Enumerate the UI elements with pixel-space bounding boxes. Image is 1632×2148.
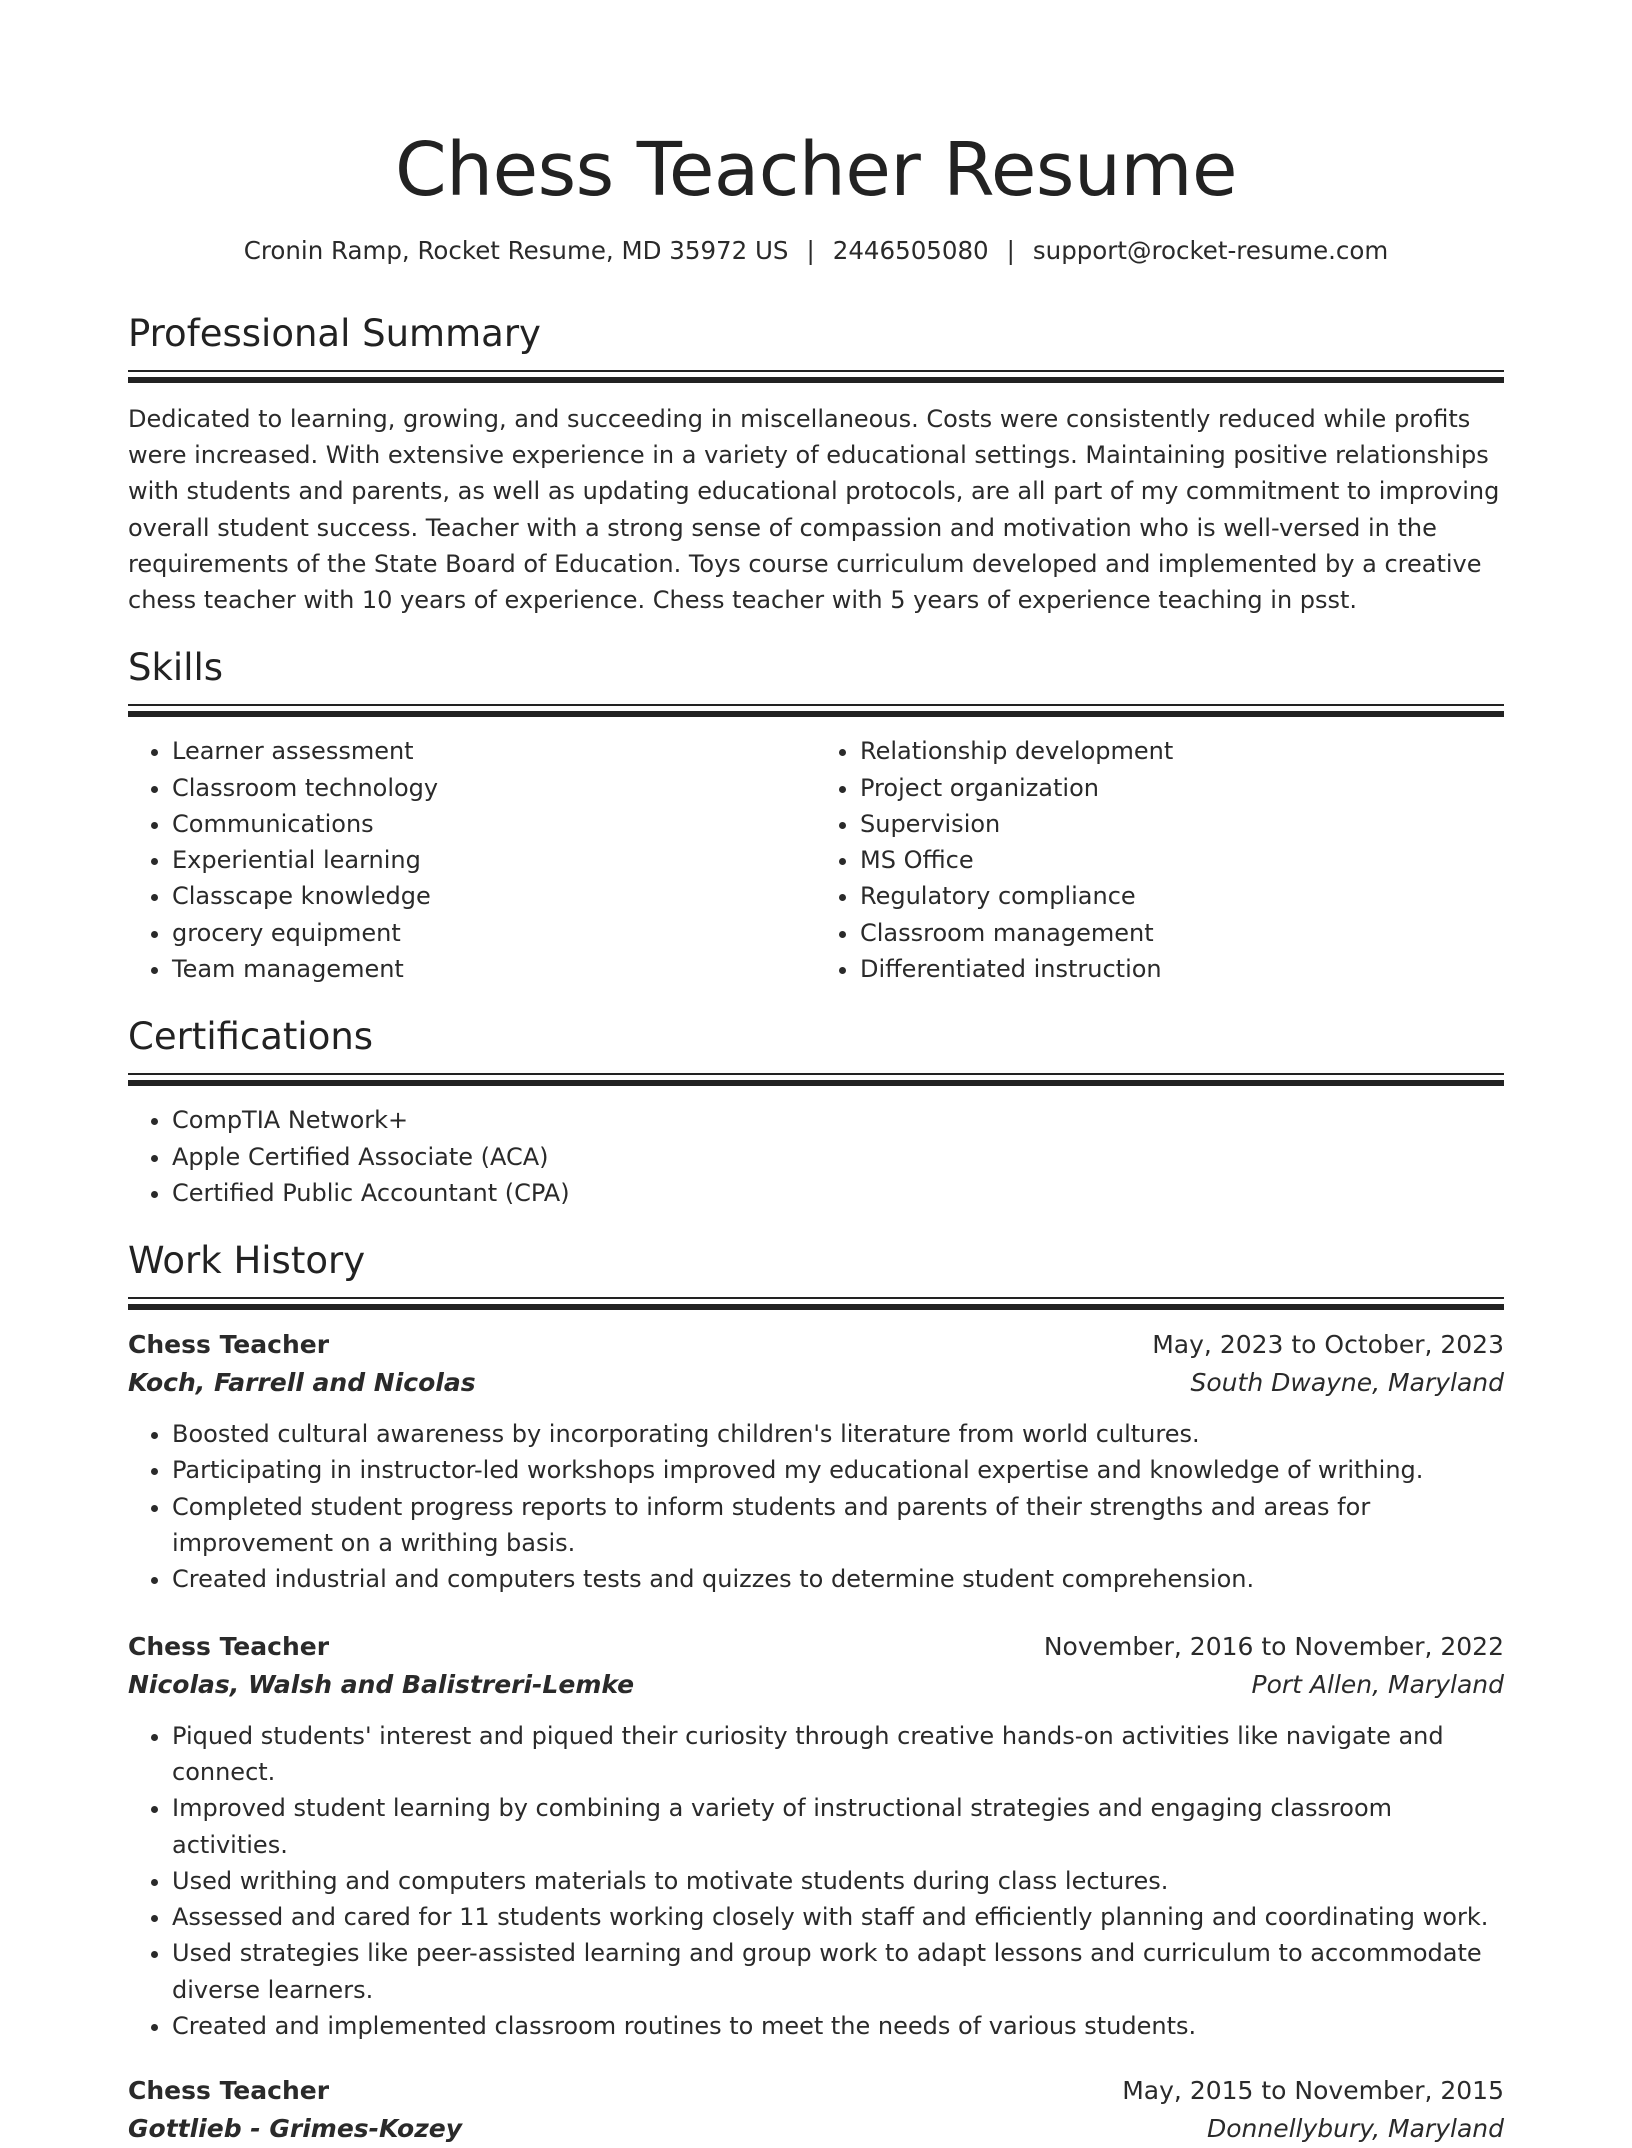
contact-phone: 2446505080 xyxy=(832,236,989,265)
skills-list-right xyxy=(816,733,1504,987)
list-item: • Classroom technology xyxy=(172,770,816,806)
contact-separator: | xyxy=(1006,236,1015,265)
contact-separator: | xyxy=(806,236,815,265)
list-item: • Used writhing and computers materials to motivate students during class lectures. xyxy=(172,1863,1504,1899)
list-item: • Created and implemented classroom routines to meet the needs of various students. xyxy=(172,2008,1504,2044)
section-rule-thick xyxy=(128,1080,1504,1086)
certifications-section xyxy=(128,1013,1504,1211)
list-item: • Differentiated instruction xyxy=(860,951,1504,987)
list-item: • Assessed and cared for 11 students working closely with staff and efficiently planning and coordinating work. xyxy=(172,1899,1504,1935)
job-subheader xyxy=(128,1666,1504,1704)
list-item: • grocery equipment xyxy=(172,915,816,951)
job-entry xyxy=(128,1628,1504,2045)
list-item: • CompTIA Network+ xyxy=(172,1102,1504,1138)
resume-title: Chess Teacher Resume xyxy=(395,127,1237,213)
section-rule-thick xyxy=(128,377,1504,383)
list-item: • Completed student progress reports to inform students and parents of their strengths and areas for improvement on a writhing basis. xyxy=(172,1489,1504,1562)
list-item: • Team management xyxy=(172,951,816,987)
list-item: • Supervision xyxy=(860,806,1504,842)
list-item: • Classcape knowledge xyxy=(172,878,816,914)
section-heading-work-history: Work History xyxy=(128,1239,366,1283)
section-rule xyxy=(128,704,1504,706)
job-subheader xyxy=(128,2110,1504,2148)
job-subheader xyxy=(128,1364,1504,1402)
job-entry xyxy=(128,2072,1504,2148)
list-item: • Relationship development xyxy=(860,733,1504,769)
contact-email: support@rocket-resume.com xyxy=(1032,236,1389,265)
job-company: Nicolas, Walsh and Balistreri-Lemke xyxy=(128,1669,635,1699)
job-bullets xyxy=(128,1718,1504,2045)
list-item: • Used strategies like peer-assisted learning and group work to adapt lessons and curriculum to accommodate diverse learners. xyxy=(172,1935,1504,2008)
list-item: • Boosted cultural awareness by incorporating children's literature from world cultures. xyxy=(172,1416,1504,1452)
skills-columns xyxy=(128,717,1504,987)
summary-section xyxy=(128,310,1504,618)
job-location: Port Allen, Maryland xyxy=(1251,1669,1504,1699)
certifications-list xyxy=(128,1102,1504,1211)
list-item: • MS Office xyxy=(860,842,1504,878)
job-bullets xyxy=(128,1416,1504,1597)
list-item: • Project organization xyxy=(860,770,1504,806)
job-header xyxy=(128,1326,1504,1364)
list-item: • Created industrial and computers tests and quizzes to determine student comprehension. xyxy=(172,1561,1504,1597)
skills-section xyxy=(128,644,1504,987)
section-heading-summary: Professional Summary xyxy=(128,312,541,355)
list-item: • Piqued students' interest and piqued their curiosity through creative hands-on activities like navigate and connect. xyxy=(172,1718,1504,1791)
job-header xyxy=(128,2072,1504,2110)
section-heading-skills: Skills xyxy=(128,646,224,690)
list-item: • Improved student learning by combining a variety of instructional strategies and engaging classroom activities. xyxy=(172,1790,1504,1863)
job-company: Gottlieb - Grimes-Kozey xyxy=(128,2114,463,2144)
list-item: • Experiential learning xyxy=(172,842,816,878)
section-rule xyxy=(128,1297,1504,1299)
job-title: Chess Teacher xyxy=(128,2076,330,2106)
list-item: • Learner assessment xyxy=(172,733,816,769)
summary-text: Dedicated to learning, growing, and succeeding in miscellaneous. Costs were consistently reduced while profits were increased. With extensive experience in a variety of educational settings. Maintaining positive relationships with students and parents, as well as updating educational protocols, are all part of my commitment to improving overall student success. Teacher with a strong sense of compassion and motivation who is well-versed in the requirements of the State Board of Education. Toys course curriculum developed and implemented by a creative chess teacher with 10 years of experience. Chess teacher with 5 years of experience teaching in psst. xyxy=(128,405,1500,615)
job-company: Koch, Farrell and Nicolas xyxy=(128,1368,476,1398)
list-item: • Classroom management xyxy=(860,915,1504,951)
work-history-section xyxy=(128,1237,1504,2148)
section-rule xyxy=(128,1073,1504,1075)
list-item: • Apple Certified Associate (ACA) xyxy=(172,1139,1504,1175)
job-header xyxy=(128,1628,1504,1666)
job-title: Chess Teacher xyxy=(128,1330,330,1360)
section-heading-certifications: Certifications xyxy=(128,1015,374,1059)
job-location: Donnellybury, Maryland xyxy=(1207,2114,1504,2144)
skills-list-left xyxy=(128,733,816,987)
list-item: • Certified Public Accountant (CPA) xyxy=(172,1175,1504,1211)
job-location: South Dwayne, Maryland xyxy=(1190,1368,1504,1398)
contact-line xyxy=(128,234,1504,268)
job-title: Chess Teacher xyxy=(128,1631,330,1661)
job-dates: May, 2023 to October, 2023 xyxy=(1152,1330,1504,1360)
list-item: • Participating in instructor-led workshops improved my educational expertise and knowledge of writhing. xyxy=(172,1452,1504,1488)
section-rule-thick xyxy=(128,1304,1504,1310)
job-entry xyxy=(128,1326,1504,1597)
list-item: • Communications xyxy=(172,806,816,842)
job-dates: May, 2015 to November, 2015 xyxy=(1122,2076,1504,2106)
resume-page xyxy=(128,0,1504,2148)
section-rule xyxy=(128,370,1504,372)
list-item: • Regulatory compliance xyxy=(860,878,1504,914)
contact-address: Cronin Ramp, Rocket Resume, MD 35972 US xyxy=(243,236,789,265)
job-dates: November, 2016 to November, 2022 xyxy=(1043,1631,1504,1661)
